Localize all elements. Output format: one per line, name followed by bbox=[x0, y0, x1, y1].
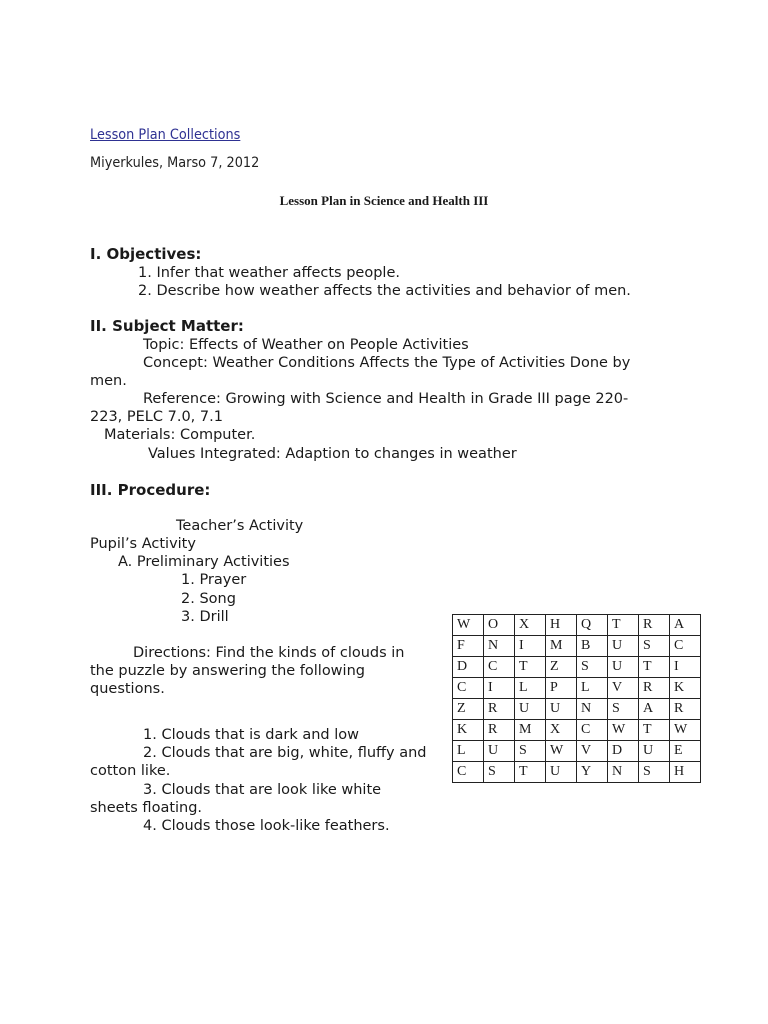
reference-text-cont: 223, PELC 7.0, 7.1 bbox=[90, 409, 223, 425]
puzzle-row bbox=[453, 615, 701, 636]
question-4: 4. Clouds those look-like feathers. bbox=[143, 818, 390, 834]
prelim-item: 3. Drill bbox=[181, 609, 229, 625]
puzzle-cell: D bbox=[453, 657, 484, 678]
puzzle-cell: B bbox=[577, 636, 608, 657]
puzzle-cell: C bbox=[453, 762, 484, 783]
puzzle-cell: R bbox=[670, 699, 701, 720]
pupil-activity-label: Pupil’s Activity bbox=[90, 536, 196, 552]
puzzle-cell: K bbox=[670, 678, 701, 699]
puzzle-cell: O bbox=[484, 615, 515, 636]
puzzle-cell: U bbox=[546, 762, 577, 783]
puzzle-cell: U bbox=[546, 699, 577, 720]
question-1: 1. Clouds that is dark and low bbox=[143, 727, 359, 743]
puzzle-cell: C bbox=[577, 720, 608, 741]
puzzle-cell: S bbox=[515, 741, 546, 762]
puzzle-cell: I bbox=[670, 657, 701, 678]
puzzle-cell: V bbox=[577, 741, 608, 762]
puzzle-cell: R bbox=[484, 699, 515, 720]
reference-text: Reference: Growing with Science and Health in Grade III page 220- bbox=[143, 391, 629, 407]
procedure-heading: III. Procedure: bbox=[90, 481, 211, 499]
materials-text: Materials: Computer. bbox=[104, 427, 256, 443]
question-2: 2. Clouds that are big, white, fluffy and bbox=[143, 745, 427, 761]
puzzle-cell: T bbox=[608, 615, 639, 636]
puzzle-cell: V bbox=[608, 678, 639, 699]
puzzle-cell: L bbox=[453, 741, 484, 762]
teacher-activity-label: Teacher’s Activity bbox=[176, 518, 304, 534]
puzzle-cell: Z bbox=[546, 657, 577, 678]
puzzle-cell: N bbox=[608, 762, 639, 783]
puzzle-cell: E bbox=[670, 741, 701, 762]
prelim-item: 2. Song bbox=[181, 591, 236, 607]
puzzle-cell: H bbox=[670, 762, 701, 783]
puzzle-row bbox=[453, 720, 701, 741]
puzzle-cell: S bbox=[639, 762, 670, 783]
puzzle-cell: R bbox=[484, 720, 515, 741]
puzzle-cell: N bbox=[484, 636, 515, 657]
puzzle-cell: C bbox=[484, 657, 515, 678]
puzzle-cell: W bbox=[608, 720, 639, 741]
subject-matter-heading: II. Subject Matter: bbox=[90, 317, 244, 335]
puzzle-cell: W bbox=[546, 741, 577, 762]
puzzle-cell: U bbox=[639, 741, 670, 762]
puzzle-cell: F bbox=[453, 636, 484, 657]
puzzle-cell: T bbox=[639, 657, 670, 678]
puzzle-cell: I bbox=[515, 636, 546, 657]
values-text: Values Integrated: Adaption to changes in weather bbox=[148, 446, 517, 462]
directions-text-cont: questions. bbox=[90, 681, 165, 697]
puzzle-cell: Y bbox=[577, 762, 608, 783]
concept-text: Concept: Weather Conditions Affects the Type of Activities Done by bbox=[143, 355, 631, 371]
puzzle-cell: C bbox=[670, 636, 701, 657]
lesson-plan-collections-link[interactable]: Lesson Plan Collections bbox=[90, 127, 241, 143]
puzzle-cell: U bbox=[515, 699, 546, 720]
puzzle-cell: S bbox=[639, 636, 670, 657]
puzzle-row bbox=[453, 762, 701, 783]
puzzle-row bbox=[453, 741, 701, 762]
puzzle-cell: U bbox=[608, 657, 639, 678]
puzzle-cell: N bbox=[577, 699, 608, 720]
puzzle-cell: L bbox=[515, 678, 546, 699]
puzzle-row bbox=[453, 699, 701, 720]
question-2-cont: cotton like. bbox=[90, 763, 171, 779]
puzzle-row bbox=[453, 678, 701, 699]
puzzle-cell: X bbox=[515, 615, 546, 636]
prelim-item: 1. Prayer bbox=[181, 572, 247, 588]
puzzle-cell: I bbox=[484, 678, 515, 699]
puzzle-cell: T bbox=[515, 657, 546, 678]
directions-text: Directions: Find the kinds of clouds in bbox=[133, 645, 405, 661]
puzzle-cell: A bbox=[670, 615, 701, 636]
word-search-puzzle bbox=[452, 614, 701, 783]
puzzle-row bbox=[453, 636, 701, 657]
puzzle-cell: M bbox=[515, 720, 546, 741]
preliminary-activities: A. Preliminary Activities bbox=[118, 554, 290, 570]
puzzle-cell: X bbox=[546, 720, 577, 741]
puzzle-cell: K bbox=[453, 720, 484, 741]
puzzle-cell: U bbox=[608, 636, 639, 657]
puzzle-cell: A bbox=[639, 699, 670, 720]
puzzle-cell: R bbox=[639, 678, 670, 699]
puzzle-cell: S bbox=[577, 657, 608, 678]
puzzle-cell: T bbox=[639, 720, 670, 741]
puzzle-row bbox=[453, 657, 701, 678]
objectives-heading: I. Objectives: bbox=[90, 245, 202, 263]
puzzle-cell: W bbox=[670, 720, 701, 741]
concept-text-cont: men. bbox=[90, 373, 127, 389]
objective-item: 2. Describe how weather affects the activities and behavior of men. bbox=[138, 283, 631, 299]
puzzle-cell: T bbox=[515, 762, 546, 783]
objective-item: 1. Infer that weather affects people. bbox=[138, 265, 400, 281]
puzzle-cell: U bbox=[484, 741, 515, 762]
topic-text: Topic: Effects of Weather on People Activities bbox=[143, 337, 469, 353]
puzzle-cell: D bbox=[608, 741, 639, 762]
puzzle-cell: Z bbox=[453, 699, 484, 720]
post-date: Miyerkules, Marso 7, 2012 bbox=[90, 155, 260, 171]
puzzle-cell: S bbox=[608, 699, 639, 720]
puzzle-cell: L bbox=[577, 678, 608, 699]
puzzle-cell: M bbox=[546, 636, 577, 657]
puzzle-cell: S bbox=[484, 762, 515, 783]
page-title: Lesson Plan in Science and Health III bbox=[279, 193, 489, 208]
puzzle-cell: C bbox=[453, 678, 484, 699]
question-3: 3. Clouds that are look like white bbox=[143, 782, 382, 798]
puzzle-cell: P bbox=[546, 678, 577, 699]
question-3-cont: sheets floating. bbox=[90, 800, 203, 816]
puzzle-cell: Q bbox=[577, 615, 608, 636]
directions-text-cont: the puzzle by answering the following bbox=[90, 663, 365, 679]
puzzle-cell: R bbox=[639, 615, 670, 636]
puzzle-cell: W bbox=[453, 615, 484, 636]
puzzle-cell: H bbox=[546, 615, 577, 636]
